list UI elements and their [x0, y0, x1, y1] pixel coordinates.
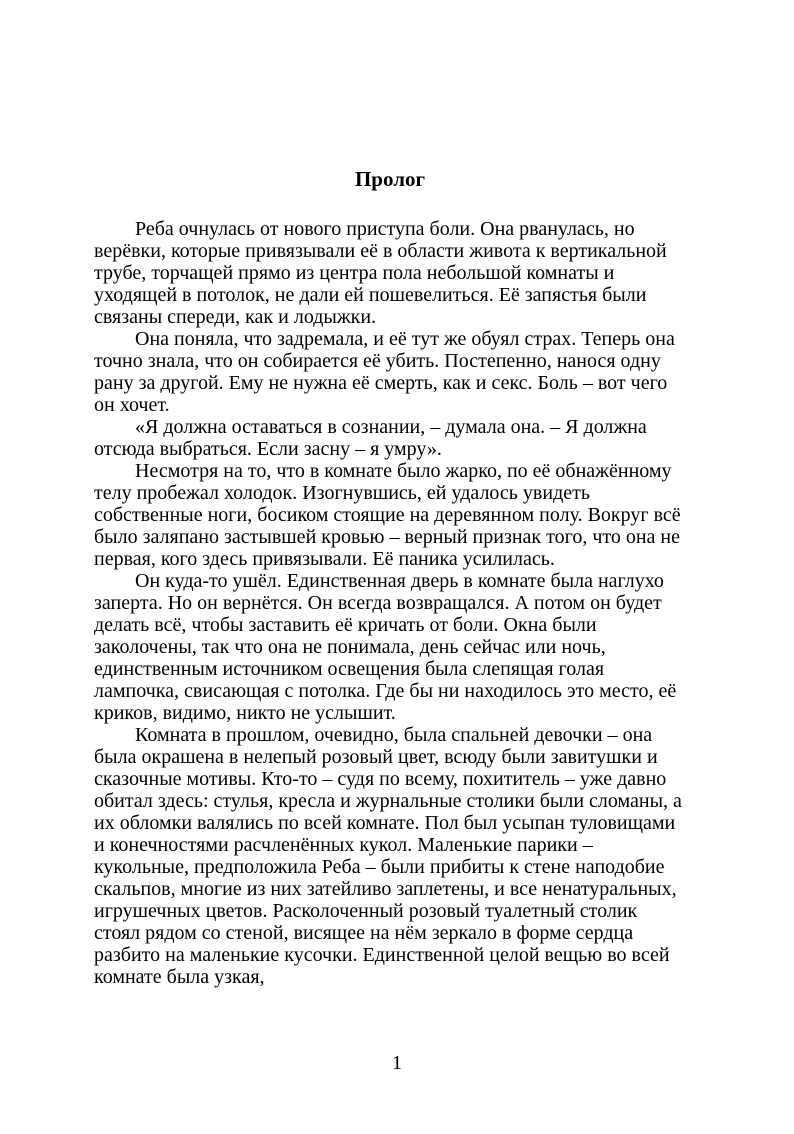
paragraph-1: Реба очнулась от нового приступа боли. Она рванулась, но верёвки, которые привязывали её в области живота к вертикальной трубе, торчащей прямо из центра пола небольшой комнаты и уходящей в потолок, не дали ей пошевелиться. Её запястья были связаны спереди, как и лодыжки. — [94, 218, 667, 328]
paragraph-5: Он куда-то ушёл. Единственная дверь в комнате была наглухо заперта. Но он вернётся. Он всегда возвращался. А потом он будет делать всё, чтобы заставить её кричать от боли. Окна были заколочены, так что она не понимала, день сейчас или ночь, единственным источником освещения была слепящая голая лампочка, свисающая с потолка. Где бы ни находилось это место, её криков, видимо, никто не услышит. — [94, 570, 677, 724]
paragraph-3: «Я должна оставаться в сознании, – думала она. – Я должна отсюда выбраться. Если засну – я умру». — [94, 416, 647, 460]
page-content — [94, 168, 686, 988]
paragraph-4: Несмотря на то, что в комнате было жарко, по её обнажённому телу пробежал холодок. Изогнувшись, ей удалось увидеть собственные ноги, босиком стоящие на деревянном полу. Вокруг всё было заляпано застывшей кровью – верный признак того, что она не первая, кого здесь привязывали. Её паника усилилась. — [94, 460, 681, 570]
paragraph-6: Комната в прошлом, очевидно, была спальней девочки – она была окрашена в нелепый розовый цвет, всюду были завитушки и сказочные мотивы. Кто-то – судя по всему, похититель – уже давно обитал здесь: стулья, кресла и журнальные столики были сломаны, а их обломки валялись по всей комнате. Пол был усыпан туловищами и конечностями расчленённых кукол. Маленькие парики – кукольные, предположила Реба – были прибиты к стене наподобие скальпов, многие из них затейливо заплетены, и все ненатуральных, игрушечных цветов. Расколоченный розовый туалетный столик стоял рядом со стеной, висящее на нём зеркало в форме сердца разбито на маленькие кусочки. Единственной целой вещью во всей комнате была узкая, — [94, 724, 682, 988]
chapter-title: Пролог — [354, 167, 426, 191]
paragraph-2: Она поняла, что задремала, и её тут же обуял страх. Теперь она точно знала, что он собирается её убить. Постепенно, нанося одну рану за другой. Ему не нужна её смерть, как и секс. Боль – вот чего он хочет. — [94, 328, 675, 416]
page-number: 1 — [392, 1052, 402, 1074]
